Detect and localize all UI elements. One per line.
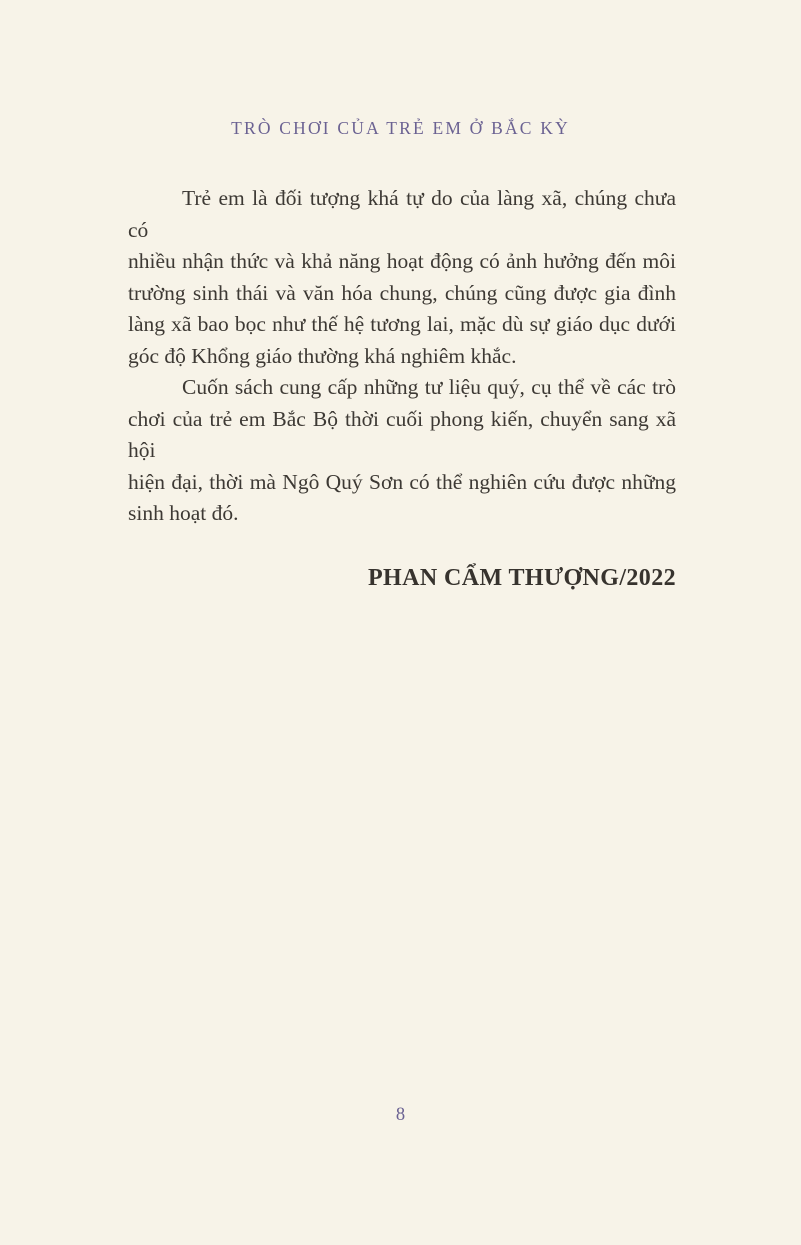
paragraph-line: Trẻ em là đối tượng khá tự do của làng xã, chúng chưa có [128, 186, 676, 242]
paragraph [128, 183, 676, 372]
paragraph-line: Cuốn sách cung cấp những tư liệu quý, cụ thể về các trò [182, 375, 676, 399]
paragraph-line: sinh hoạt đó. [128, 501, 239, 525]
paragraph [128, 372, 676, 530]
body-text-block [128, 183, 676, 594]
paragraph-line: làng xã bao bọc như thế hệ tương lai, mặc dù sự giáo dục dưới [128, 312, 676, 336]
paragraph-line: nhiều nhận thức và khả năng hoạt động có ảnh hưởng đến môi [128, 249, 676, 273]
paragraph-line: trường sinh thái và văn hóa chung, chúng cũng được gia đình [128, 280, 676, 305]
running-head: TRÒ CHƠI CỦA TRẺ EM Ở BẮC KỲ [231, 118, 570, 138]
paragraph-line: chơi của trẻ em Bắc Bộ thời cuối phong kiến, chuyển sang xã hội [128, 406, 676, 462]
page-number: 8 [395, 1105, 406, 1125]
paragraph-line: góc độ Khổng giáo thường khá nghiêm khắc. [128, 343, 517, 368]
paragraph-line: hiện đại, thời mà Ngô Quý Sơn có thể nghiên cứu được những [128, 469, 676, 494]
author-signature: PHAN CẨM THƯỢNG/2022 [368, 564, 676, 591]
